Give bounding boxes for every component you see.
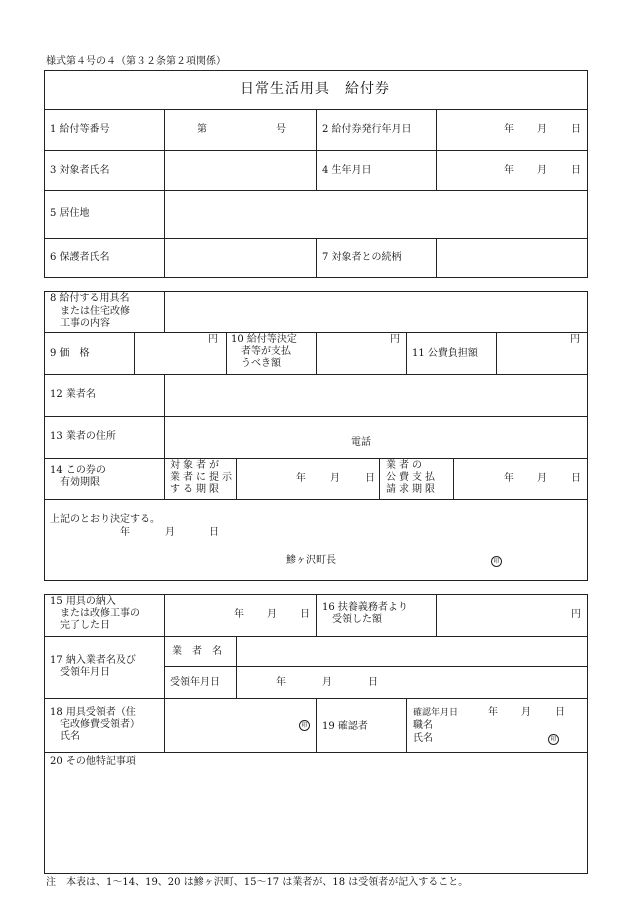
field-12-label: 12 業者名 [50,389,96,400]
field-10-yen: 円 [390,334,400,345]
mayor-label: 鯵ヶ沢町長 [286,555,336,566]
field-16-yen: 円 [571,609,581,620]
field-14-present-day: 日 [365,473,375,484]
field-19-title: 職名 [413,720,433,731]
field-15-label: 15 用具の納入 または改修工事の 完了した日 [50,596,140,631]
field-17-month: 月 [322,677,332,688]
form-id: 様式第４号の４（第３２条第２項関係） [46,56,226,67]
mayor-seal: 印 [491,556,502,567]
field-11-label: 11 公費負担額 [412,348,478,359]
field-1-dai: 第 [197,124,207,135]
field-14-label: 14 この券の 有効期限 [50,465,106,488]
field-4-year: 年 [504,165,514,176]
field-2-month: 月 [537,124,547,135]
field-17-vendor-label: 業 者 名 [172,646,222,657]
field-13-label: 13 業者の住所 [50,431,116,442]
field-14-claim-year: 年 [504,473,514,484]
field-11-yen: 円 [570,334,580,345]
field-17-label: 17 納入業者名及び 受領年月日 [50,655,136,678]
field-4-month: 月 [537,165,547,176]
field-15-day: 日 [300,609,310,620]
field-18-label: 18 用具受領者（住 宅改修費受領者） 氏名 [50,707,140,742]
field-4-label: 4 生年月日 [322,165,372,176]
field-19-year: 年 [488,707,498,718]
field-2-label: 2 給付券発行年月日 [322,124,412,135]
field-2-day: 日 [571,124,581,135]
field-10-label: 10 給付等決定 者等が支払 うべき額 [231,334,297,369]
decision-month: 月 [165,527,175,538]
field-14-present-year: 年 [296,473,306,484]
field-8-label: 8 給付する用具名 または住宅改修 工事の内容 [50,293,130,329]
form-title: 日常生活用具 給付券 [240,81,390,97]
recipient-seal: 印 [299,720,310,731]
field-9-label: 9 価 格 [50,348,90,359]
field-13-phone: 電話 [351,437,371,448]
field-15-month: 月 [267,609,277,620]
field-17-received-label: 受領年月日 [170,677,220,688]
field-6-label: 6 保護者氏名 [50,252,110,263]
field-14-present-month: 月 [330,473,340,484]
field-14-claim-day: 日 [571,473,581,484]
decision-text: 上記のとおり決定する。 [50,514,160,525]
field-19-name: 氏名 [413,733,433,744]
field-5-label: 5 居住地 [50,208,90,219]
field-14-claim-label: 業者の 公費支払 請求期限 [386,460,438,495]
field-19-day: 日 [555,707,565,718]
field-20-label: 20 その他特記事項 [50,756,136,767]
field-19-month: 月 [521,707,531,718]
field-14-claim-month: 月 [537,473,547,484]
field-19-confirm-date: 確認年月日 [413,708,459,718]
field-4-day: 日 [571,165,581,176]
decision-year: 年 [120,527,130,538]
field-15-year: 年 [234,609,244,620]
field-2-year: 年 [504,124,514,135]
field-14-present-label: 対象者が 業者に提示 する期限 [170,460,235,495]
field-9-yen: 円 [208,334,218,345]
confirmer-seal: 印 [548,734,559,745]
field-7-label: 7 対象者との続柄 [322,252,402,263]
field-1-label: 1 給付等番号 [50,124,110,135]
decision-day: 日 [209,527,219,538]
field-16-label: 16 扶養義務者より 受領した額 [322,602,408,625]
field-19-label: 19 確認者 [322,721,368,732]
field-17-year: 年 [276,677,286,688]
field-1-go: 号 [276,124,286,135]
field-3-label: 3 対象者氏名 [50,165,110,176]
footnote: 注 本表は、1～14、19、20 は鯵ヶ沢町、15～17 は業者が、18 は受領者が記入すること。 [46,877,469,888]
field-17-day: 日 [368,677,378,688]
